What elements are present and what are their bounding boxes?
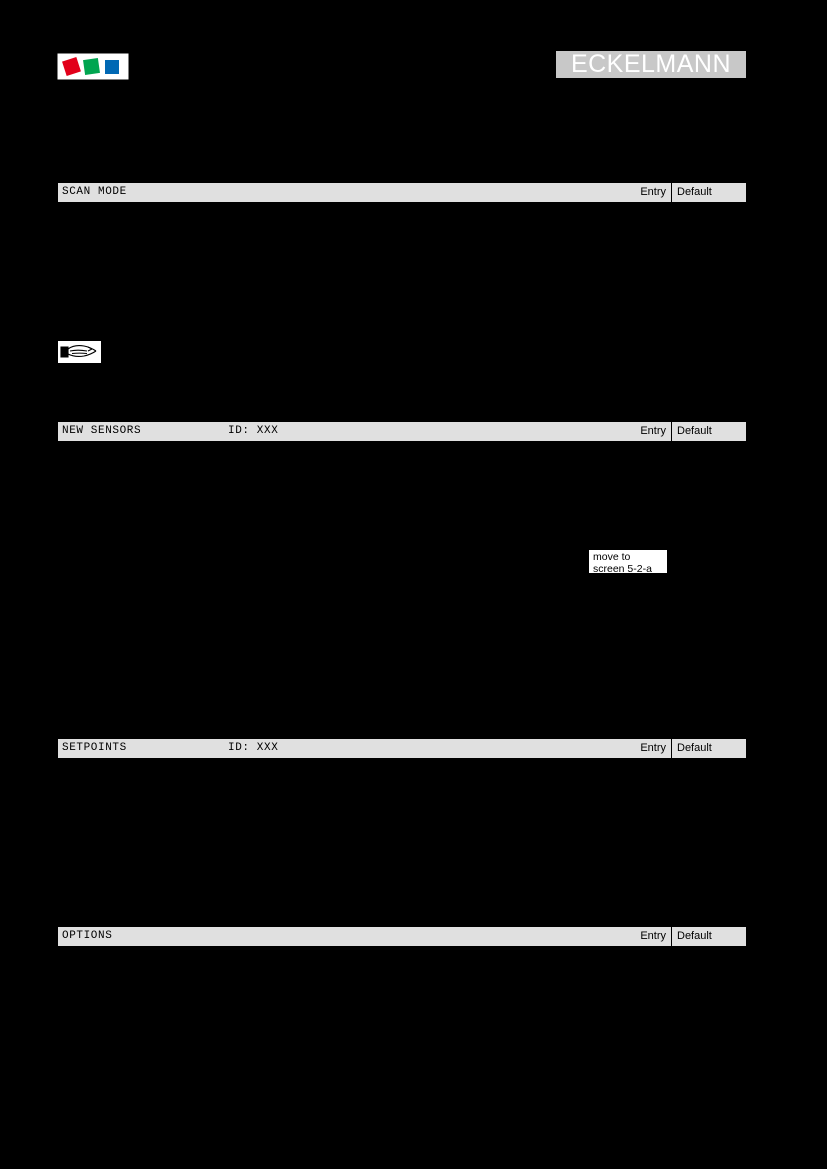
section-id: ID: XXX (228, 742, 279, 754)
section-header-setpoints (57, 738, 747, 759)
column-header-default: Default (671, 422, 748, 441)
column-header-entry: Entry (640, 930, 666, 942)
column-header-default: Default (671, 927, 748, 946)
hand-pointing-icon (57, 340, 102, 364)
section-header-scan-mode (57, 182, 747, 203)
callout-move-to-screen (588, 549, 668, 574)
column-header-entry: Entry (640, 742, 666, 754)
column-header-entry: Entry (640, 425, 666, 437)
callout-line-2: screen 5-2-a (593, 563, 652, 575)
section-header-options (57, 926, 747, 947)
section-id: ID: XXX (228, 425, 279, 437)
column-header-entry: Entry (640, 186, 666, 198)
section-title: SCAN MODE (62, 186, 127, 198)
eckelmann-squares-logo (57, 53, 129, 80)
section-header-new-sensors (57, 421, 747, 442)
section-title: NEW SENSORS (62, 425, 142, 437)
section-title: OPTIONS (62, 930, 113, 942)
column-header-default: Default (671, 183, 748, 202)
section-title: SETPOINTS (62, 742, 127, 754)
callout-line-1: move to (593, 551, 631, 563)
column-header-default: Default (671, 739, 748, 758)
brand-wordmark: ECKELMANN (556, 51, 746, 78)
